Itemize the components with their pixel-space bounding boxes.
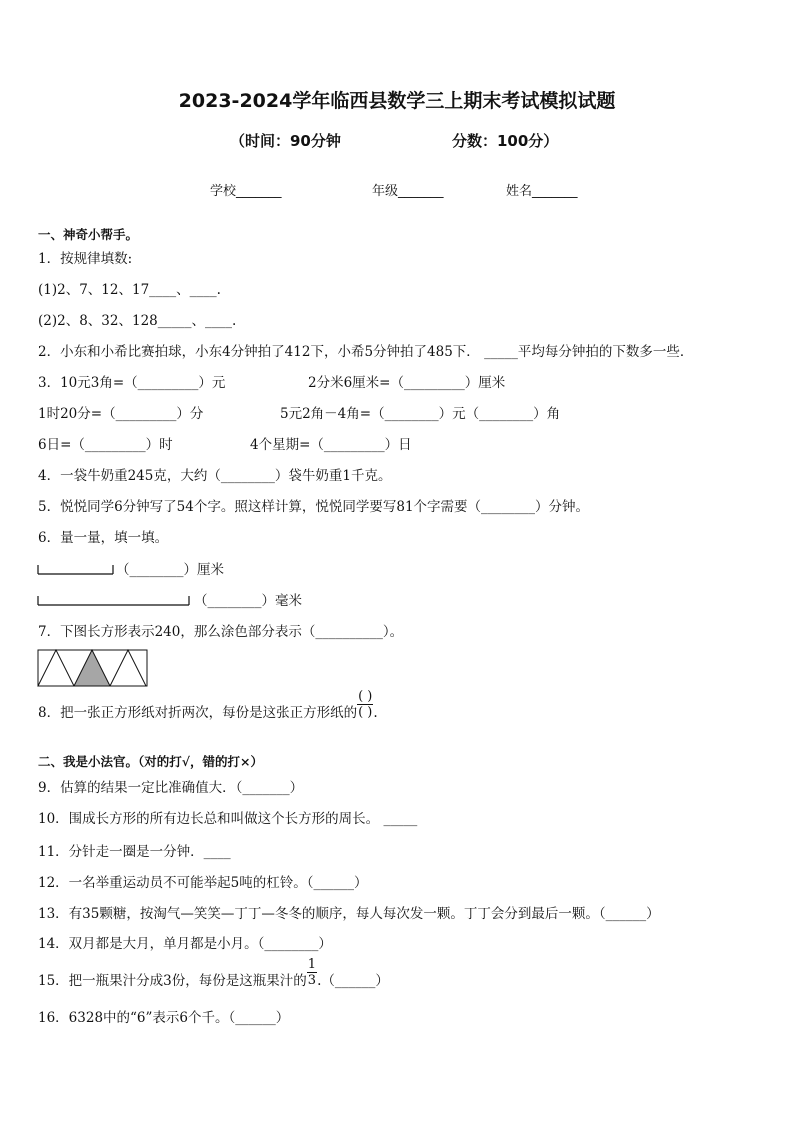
question-7: 7．下图长方形表示240，那么涂色部分表示（__________）。 [38,624,404,640]
question-8-text: 8．把一张正方形纸对折两次，每份是这张正方形纸的 [38,705,358,721]
section-1-title: 一、神奇小帮手。 [38,227,139,242]
question-6-answer-b: （________）毫米 [194,593,302,609]
question-1-part-2: (2)2、8、32、128_____、____. [38,313,237,329]
question-9: 9．估算的结果一定比准确值大．（_______） [38,780,304,796]
question-6-answer-a: （________）厘米 [116,562,224,578]
grade-field: 年级_______ [372,184,444,199]
segment-short [36,562,116,578]
question-13: 13．有35颗糖，按淘气—笑笑—丁丁—冬冬的顺序，每人每次发一颗。丁丁会分到最后一颗。（______） [38,906,660,922]
fraction-blank [357,689,373,720]
question-16: 16．6328中的“6”表示6个千。（______） [38,1010,290,1026]
shaded-triangle [74,650,110,686]
name-field: 姓名_______ [506,184,578,199]
question-15-text: 15．把一瓶果汁分成3份，每份是这瓶果汁的 [38,973,307,989]
question-1: 1．按规律填数: [38,251,133,267]
fraction-numerator: ( ) [358,689,373,704]
question-3-e: 6日=（_________）时 [38,437,173,453]
fraction-denominator: 3 [307,973,317,988]
question-3-d: 5元2角－4角=（________）元（________）角 [280,406,561,422]
question-8 [38,689,378,722]
section-2-title: 二、我是小法官。（对的打√，错的打×） [38,754,263,769]
question-3-a: 3．10元3角=（_________）元 [38,375,226,391]
school-field: 学校_______ [210,184,282,199]
question-12: 12．一名举重运动员不可能举起5吨的杠铃。（______） [38,875,368,891]
question-10: 10．围成长方形的所有边长总和叫做这个长方形的周长。 _____ [38,811,418,827]
question-4: 4．一袋牛奶重245克，大约（________）袋牛奶重1千克。 [38,468,392,484]
question-6: 6．量一量，填一填。 [38,530,169,546]
question-2: 2．小东和小希比赛拍球，小东4分钟拍了412下，小希5分钟拍了485下． _____平均每分钟拍的下数多一些． [38,344,694,360]
fraction-numerator: 1 [307,957,317,972]
question-3-b: 2分米6厘米=（_________）厘米 [308,375,506,391]
question-8-end: . [373,705,378,721]
question-14: 14．双月都是大月，单月都是小月。（________） [38,936,332,952]
fraction-denominator: ( ) [358,705,373,720]
exam-score: 分数：100分） [452,132,559,150]
page-title: 2023-2024学年临西县数学三上期末考试模拟试题 [178,90,616,112]
fraction-one-third [307,957,317,988]
triangle-rectangle-figure [37,649,149,689]
question-15 [38,957,389,990]
question-15-end: .（______） [317,973,389,989]
segment-long [36,593,192,609]
question-5: 5．悦悦同学6分钟写了54个字。照这样计算，悦悦同学要写81个字需要（________）分钟。 [38,499,590,515]
question-11: 11．分针走一圈是一分钟．____ [38,844,231,860]
question-1-part-1: (1)2、7、12、17____、____. [38,282,221,298]
question-3-f: 4个星期=（_________）日 [250,437,412,453]
question-3-c: 1时20分=（_________）分 [38,406,204,422]
exam-time: （时间：90分钟 [230,132,341,150]
